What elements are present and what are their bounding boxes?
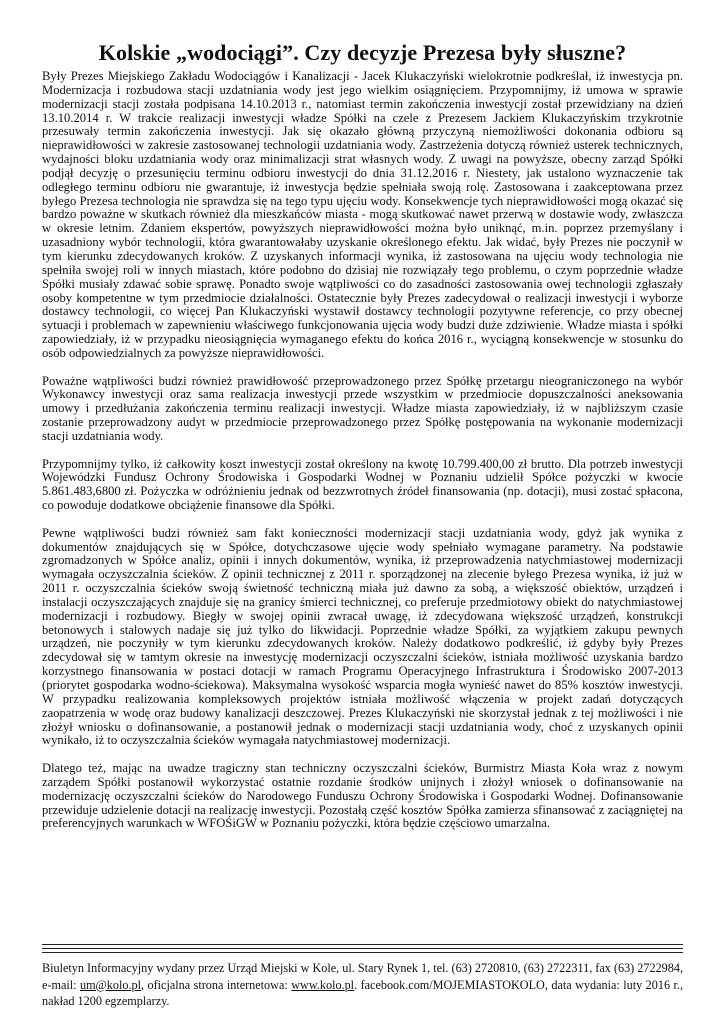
footer-website-link[interactable]: www.kolo.pl — [291, 977, 355, 992]
footer-double-rule — [42, 944, 683, 949]
article-body — [42, 70, 683, 845]
paragraph-3: Przypomnijmy tylko, iż całkowity koszt inwestycji został określony na kwotę 10.799.400,00 zł brutto. Dla potrzeb inwestycji Wojewódzki Fundusz Ochrony Środowiska i Gospodarki Wodnej w Poznaniu udzielił Spółce pożyczki w kwocie 5.861.483,6800 zł. Pożyczka w odróżnieniu jednak od bezzwrotnych źródeł finansowania (np. dotacji), musi zostać spłacona, co powoduje dodatkowe obciążenie finansowe dla Spółki. — [42, 456, 683, 513]
article-title: Kolskie „wodociągi”. Czy decyzje Prezesa były słuszne? — [98, 40, 627, 65]
paragraph-2: Poważne wątpliwości budzi również prawidłowość przeprowadzonego przez Spółkę przetargu nieograniczonego na wybór Wykonawcy inwestycji oraz sama realizacja inwestycji przede wszystkim w przedmiocie dopuszczalności aneksowania umowy i przedłużania zakończenia terminu realizacji inwestycji. Władze miasta zapowiedziały, iż w najbliższym czasie zostanie przeprowadzony audyt w przedmiocie przeprowadzonego przez Spółkę postępowania na wykonanie modernizacji stacji uzdatniania wody. — [42, 373, 683, 443]
footer-text-2: , oficjalna strona internetowa: — [140, 977, 292, 992]
paragraph-5: Dlatego też, mając na uwadze tragiczny stan techniczny oczyszczalni ścieków, Burmistrz Miasta Koła wraz z nowym zarządem Spółki postanowił wykorzystać ostatnie rozdanie środków unijnych i złożył wniosek o dofinansowanie na modernizację oczyszczalni ścieków do Narodowego Funduszu Ochrony Środowiska i Gospodarki Wodnej. Dofinansowanie przewiduje udzielenie dotacji na realizację inwestycji. Pozostałą część kosztów Spółka zamierza sfinansować z zaciągniętej na preferencyjnych warunkach w WFOŚiGW w Poznaniu pożyczki, która będzie częściowo umarzalna. — [42, 761, 683, 831]
footer-text-1: Biuletyn Informacyjny wydany przez Urząd Miejski w Kole, ul. Stary Rynek 1, tel. (63) 2720810, (63) 2722311, fax (63) 2722984, e-mail: — [42, 961, 683, 992]
footer-text-3: . facebook.com/MOJEMIASTOKOLO, data wydania: luty 2016 r., nakład 1200 egzemplarzy. — [42, 977, 683, 1008]
footer-email-link[interactable]: um@kolo.pl — [79, 977, 141, 992]
paragraph-1: Były Prezes Miejskiego Zakładu Wodociągów i Kanalizacji - Jacek Klukaczyński wielokrotnie podkreślał, iż inwestycja pn. Modernizacja i rozbudowa stacji uzdatniania wody jest jego wielkim osiągnięciem. Przypomnijmy, iż umowa w sprawie modernizacji stacji została podpisana 14.10.2013 r., natomiast termin zakończenia inwestycji został przewidziany na dzień 13.10.2014 r. W trakcie realizacji inwestycji władze Spółki na czele z Prezesem Jackiem Klukaczyńskim trzykrotnie przesuwały termin zakończenia inwestycji. Jak się okazało główną przyczyną niemożliwości dokonania odbioru są nieprawidłowości w zakresie zastosowanej technologii uzdatniania wody. Zastrzeżenia dotyczą również usterek technicznych, wydajności bloku uzdatniania wody oraz minimalizacji strat własnych wody. Z uwagi na powyższe, obecny zarząd Spółki podjął decyzję o przesunięciu terminu odbioru inwestycji do dnia 31.12.2016 r. Niestety, jak ustalono wyznaczenie tak odległego terminu odbioru nie gwarantuje, iż inwestycja będzie spełniała swoją rolę. Zastosowana i zaakceptowana przez byłego Prezesa technologia nie sprawdza się na tego typu ujęciu wody. Konsekwencje tych nieprawidłowości mogą okazać się bardzo poważne w skutkach również dla mieszkańców miasta - mogą skutkować nawet przerwą w dostawie wody, zwłaszcza w okresie letnim. Zdaniem ekspertów, powyższych nieprawidłowości można było uniknąć, m.in. poprzez przemyślany i uzasadniony wybór technologii, która gwarantowałaby uzyskanie określonego efektu. Jak widać, były Prezes nie poczynił w tym kierunku zdecydowanych kroków. Z uzyskanych informacji wynika, iż zastosowana na ujęciu wody technologia nie spełniła swojej roli w innych miastach, które podobno do dzisiaj nie rozwiązały tego problemu, o czym poprzednie władze Spółki musiały zdawać sobie sprawę. Ponadto swoje wątpliwości co do zasadności zastosowania owej technologii zgłaszały osoby kompetentne w tym przedmiocie działalności. Ostatecznie były Prezes zadecydował o realizacji inwestycji i wyborze dostawcy technologii, co więcej Pan Klukaczyński wystawił dostawcy technologii pozytywne referencje, co przy obecnej sytuacji i problemach w zapewnieniu właściwego funkcjonowania ujęcia wody budzi duże zdziwienie. Władze miasta i spółki zapowiedziały, iż w przypadku nieosiągnięcia wymaganego efektu do końca 2016 r., wyciągną konsekwencje w stosunku do osób odpowiedzialnych za powyższe nieprawidłowości. — [42, 69, 683, 360]
paragraph-4: Pewne wątpliwości budzi również sam fakt konieczności modernizacji stacji uzdatniania wody, gdyż jak wynika z dokumentów znajdujących się w Spółce, dotychczasowe ujęcie wody spełniało wymagane parametry. Na podstawie zgromadzonych w Spółce analiz, opinii i innych dokumentów, wynika, iż przeprowadzenia natychmiastowej modernizacji wymagała oczyszczalnia ścieków. Z opinii technicznej z 2011 r. sporządzonej na zlecenie byłego Prezesa wynika, iż już w 2011 r. oczyszczalnia ścieków swoją świetność techniczną miała już dawno za sobą, a większość obiektów, urządzeń i instalacji oczyszczających znajduje się na granicy śmierci technicznej, co preferuje przedmiotowy obiekt do natychmiastowej modernizacji i rozbudowy. Biegły w swojej opinii zwracał uwagę, iż zdecydowana większość urządzeń, konstrukcji betonowych i stalowych nadaje się już tylko do likwidacji. Poprzednie władze Spółki, za wyjątkiem zakupu pewnych urządzeń, nie poczyniły w tym kierunku zdecydowanych kroków. Należy dodatkowo podkreślić, iż gdyby były Prezes zdecydował się w tamtym okresie na inwestycję modernizacji oczyszczalni ścieków, istniała możliwość uzyskania bardzo korzystnego finansowania w postaci dotacji w ramach Programu Operacyjnego Infrastruktura i Środowisko 2007-2013 (priorytet gospodarka wodno-ściekowa). Maksymalna wysokość wsparcia mogła wynieść nawet do 85% kosztów inwestycji. W przypadku realizowania kompleksowych projektów istniała możliwość włączenia w projekt zadań dotyczących zaopatrzenia w wodę oraz budowy kanalizacji deszczowej. Prezes Klukaczyński nie skorzystał jednak z tej możliwości i nie złożył wniosku o dofinansowanie, a postanowił jednak o modernizacji stacji uzdatniania wody, choć z uzyskanych opinii wynikało, iż to oczyszczalnia ścieków wymagała natychmiastowej modernizacji. — [42, 525, 683, 748]
footer-rule — [42, 952, 683, 953]
footer — [42, 960, 683, 1010]
